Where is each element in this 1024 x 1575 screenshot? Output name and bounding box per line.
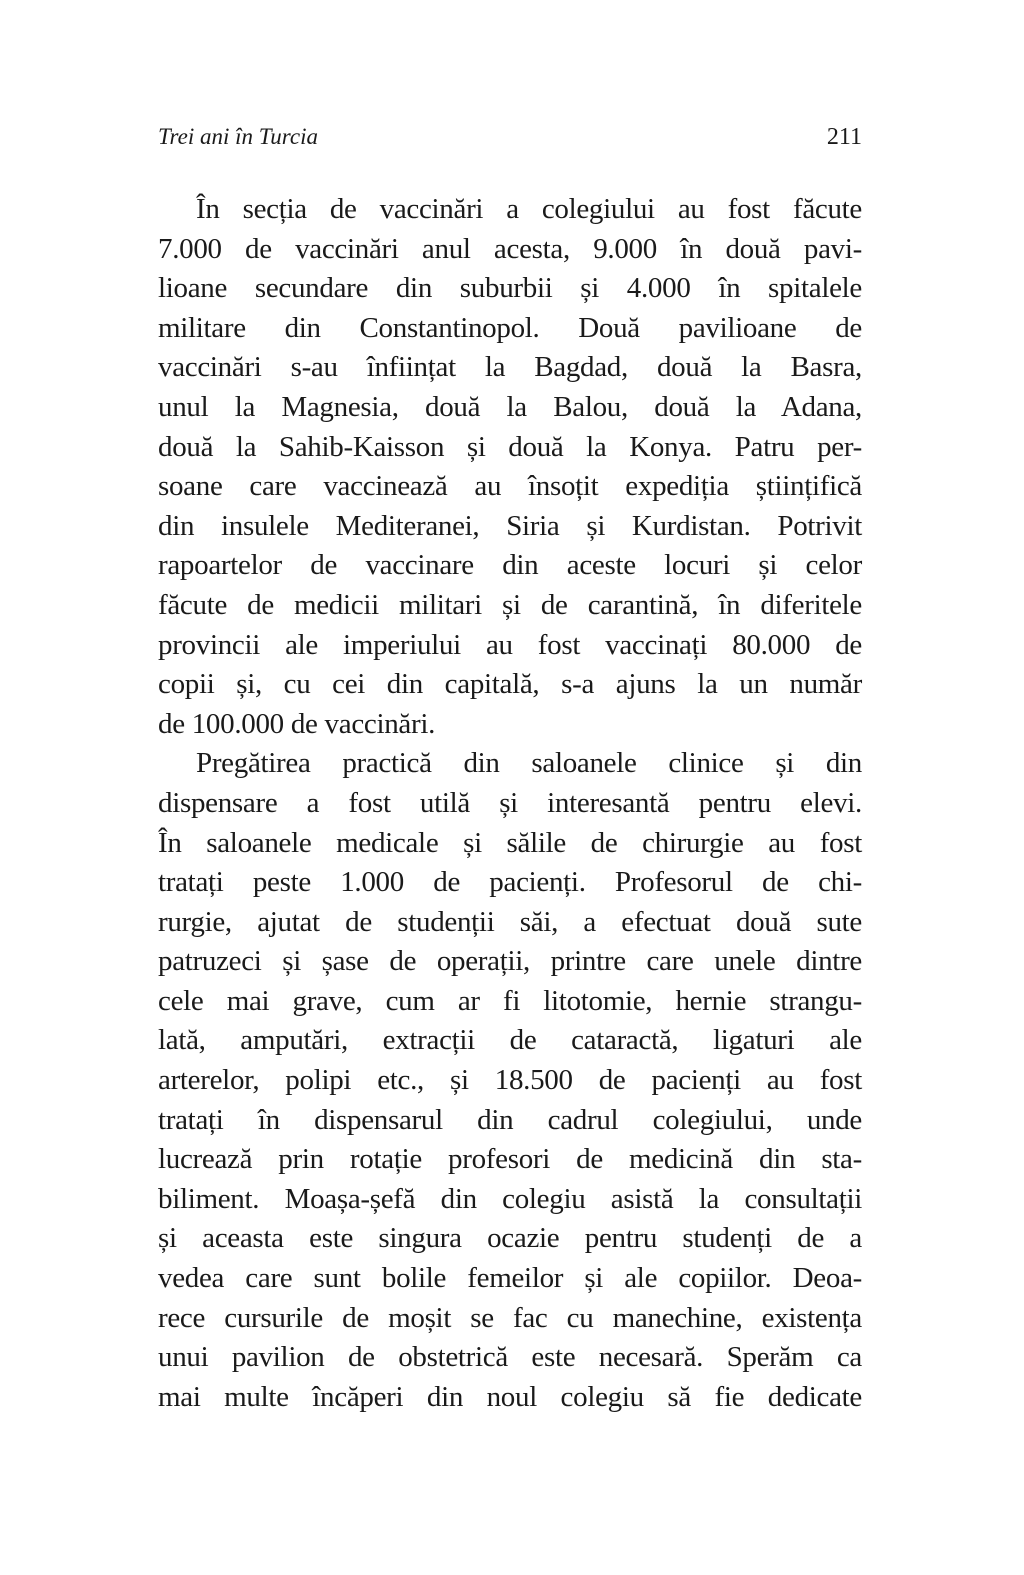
text-line: militare din Constantinopol. Două pavilioane de [158, 311, 862, 344]
text-line: arterelor, polipi etc., și 18.500 de pacienți au fost [158, 1064, 862, 1097]
text-line: de 100.000 de vaccinări. [158, 707, 436, 740]
text-line: Pregătirea practică din saloanele clinice și din [196, 747, 862, 780]
text-line: două la Sahib-Kaisson și două la Konya. Patru per- [158, 430, 862, 463]
text-line: copii și, cu cei din capitală, s-a ajuns la un număr [158, 668, 862, 701]
page-header [158, 124, 862, 160]
running-title: Trei ani în Turcia [158, 124, 318, 149]
text-line: cele mai grave, cum ar fi litotomie, hernie strangu- [158, 984, 862, 1017]
text-line: mai multe încăperi din noul colegiu să fie dedicate [158, 1380, 862, 1413]
paragraph [158, 190, 862, 744]
text-line: rurgie, ajutat de studenții săi, a efectuat două sute [158, 905, 862, 938]
text-line: și aceasta este singura ocazie pentru studenți de a [158, 1222, 862, 1255]
text-line: rapoartelor de vaccinare din aceste locuri și celor [158, 549, 862, 582]
text-line: din insulele Mediteranei, Siria și Kurdistan. Potrivit [158, 509, 862, 542]
text-line: unul la Magnesia, două la Balou, două la Adana, [158, 390, 862, 423]
text-line: patruzeci și șase de operații, printre care unele dintre [158, 945, 862, 978]
text-line: 7.000 de vaccinări anul acesta, 9.000 în două pavi- [158, 232, 862, 265]
text-line: În secția de vaccinări a colegiului au fost făcute [196, 193, 862, 225]
text-line: rece cursurile de moșit se fac cu manechine, existența [158, 1301, 862, 1334]
text-line: tratați peste 1.000 de pacienți. Profesorul de chi- [158, 866, 862, 899]
text-line: lată, amputări, extracții de cataractă, ligaturi ale [158, 1024, 862, 1057]
text-line: lucrează prin rotație profesori de medicină din sta- [158, 1143, 862, 1176]
text-line: vaccinări s-au înființat la Bagdad, două la Basra, [158, 351, 862, 384]
page-body [158, 190, 862, 1417]
text-line: lioane secundare din suburbii și 4.000 în spitalele [158, 272, 862, 305]
text-line: vedea care sunt bolile femeilor și ale copiilor. Deoa- [158, 1262, 862, 1295]
text-line: biliment. Moașa-șefă din colegiu asistă la consultații [158, 1182, 862, 1215]
text-line: tratați în dispensarul din cadrul colegiului, unde [158, 1103, 862, 1136]
paragraph [158, 744, 862, 1417]
text-line: dispensare a fost utilă și interesantă pentru elevi. [158, 786, 862, 819]
text-line: provincii ale imperiului au fost vaccinați 80.000 de [158, 628, 862, 661]
text-line: În saloanele medicale și sălile de chirurgie au fost [158, 826, 862, 859]
text-line: făcute de medicii militari și de carantină, în diferitele [158, 588, 862, 621]
text-line: soane care vaccinează au însoțit expediția științifică [158, 470, 862, 503]
page-number: 211 [826, 124, 862, 150]
text-line: unui pavilion de obstetrică este necesară. Sperăm ca [158, 1341, 862, 1374]
